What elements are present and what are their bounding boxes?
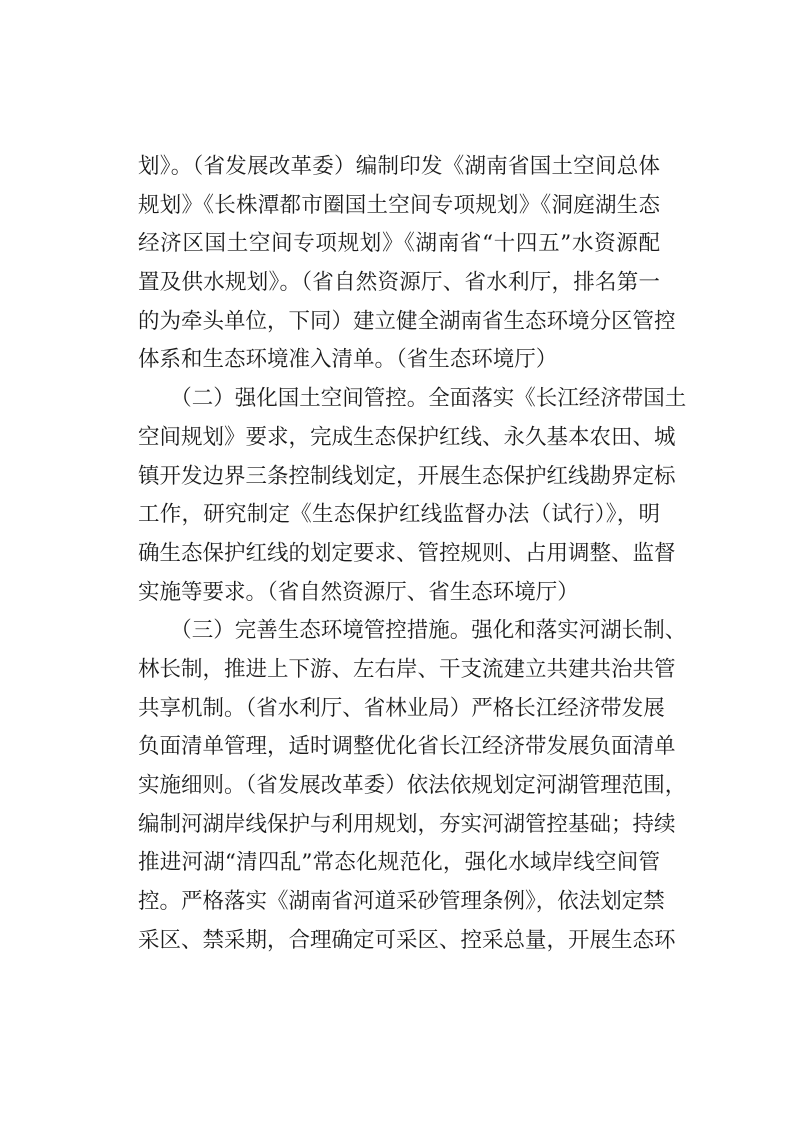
text-line: （三）完善生态环境管控措施。强化和落实河湖长制、 (138, 618, 687, 644)
text-line: 采区、禁采期，合理确定可采区、控采总量，开展生态环 (138, 927, 676, 953)
text-line: 负面清单管理，适时调整优化省长江经济带发展负面清单 (138, 734, 676, 760)
text-line: 规划》《长株潭都市圈国土空间专项规划》《洞庭湖生态 (138, 192, 660, 218)
text-line: 林长制，推进上下游、左右岸、干支流建立共建共治共管 (138, 656, 676, 682)
text-line: 镇开发边界三条控制线划定，开展生态保护红线勘界定标 (138, 463, 676, 489)
text-line: 体系和生态环境准入清单。（省生态环境厅） (138, 347, 558, 373)
text-line: 实施等要求。（省自然资源厅、省生态环境厅） (138, 579, 579, 605)
text-line: 推进河湖“清四乱”常态化规范化，强化水域岸线空间管 (138, 850, 660, 876)
text-line: （二）强化国土空间管控。全面落实《长江经济带国土 (138, 386, 687, 412)
text-line: 置及供水规划》。（省自然资源厅、省水利厅，排名第一 (138, 270, 660, 296)
document-body-text (138, 148, 687, 960)
text-line: 划》。（省发展改革委）编制印发《湖南省国土空间总体 (138, 154, 660, 179)
text-line: 的为牵头单位，下同）建立健全湖南省生态环境分区管控 (138, 308, 676, 334)
text-line: 工作，研究制定《生态保护红线监督办法（试行）》，明 (138, 502, 660, 528)
text-line: 共享机制。（省水利厅、省林业局）严格长江经济带发展 (138, 695, 665, 721)
text-line: 编制河湖岸线保护与利用规划，夯实河湖管控基础；持续 (138, 811, 676, 837)
text-line: 实施细则。（省发展改革委）依法依规划定河湖管理范围， (138, 773, 687, 798)
text-line: 控。严格落实《湖南省河道采砂管理条例》，依法划定禁 (138, 889, 665, 915)
text-line: 确生态保护红线的划定要求、管控规则、占用调整、监督 (138, 540, 676, 566)
text-line: 空间规划》要求，完成生态保护红线、永久基本农田、城 (138, 424, 676, 450)
text-line: 经济区国土空间专项规划》《湖南省“十四五”水资源配 (138, 231, 660, 257)
